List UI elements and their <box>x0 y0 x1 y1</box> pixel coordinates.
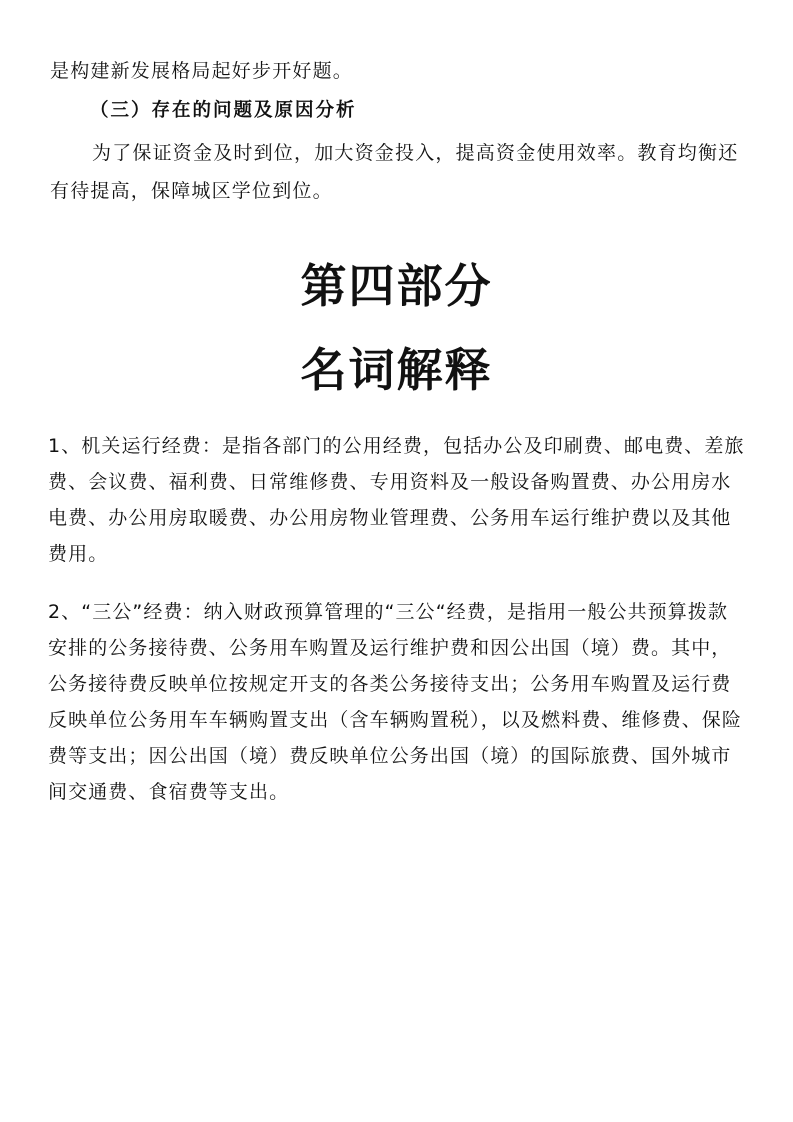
part-title: 第四部分 <box>300 259 493 313</box>
definition-item: 1、机关运行经费：是指各部门的公用经费，包括办公及印刷费、邮电费、差旅费、会议费、福利费、日常维修费、专用资料及一般设备购置费、办公用房水电费、办公用房取暖费、办公用房物业管理费、公务用车运行维护费以及其他费用。 <box>48 435 745 565</box>
intro-line: 是构建新发展格局起好步开好题。 <box>50 60 354 82</box>
section-heading: （三）存在的问题及原因分析 <box>90 100 357 121</box>
part-subtitle: 名词解释 <box>300 343 493 397</box>
definition-item: 2、“三公”经费：纳入财政预算管理的“三公“经费，是指用一般公共预算拨款安排的公务接待费、公务用车购置及运行维护费和因公出国（境）费。其中，公务接待费反映单位按规定开支的各类公务接待支出；公务用车购置及运行费反映单位公务用车车辆购置支出（含车辆购置税），以及燃料费、维修费、保险费等支出；因公出国（境）费反映单位公务出国（境）的国际旅费、国外城市间交通费、食宿费等支出。 <box>48 601 743 803</box>
section-body: 为了保证资金及时到位，加大资金投入，提高资金使用效率。教育均衡还有待提高，保障城区学位到位。 <box>50 142 739 202</box>
